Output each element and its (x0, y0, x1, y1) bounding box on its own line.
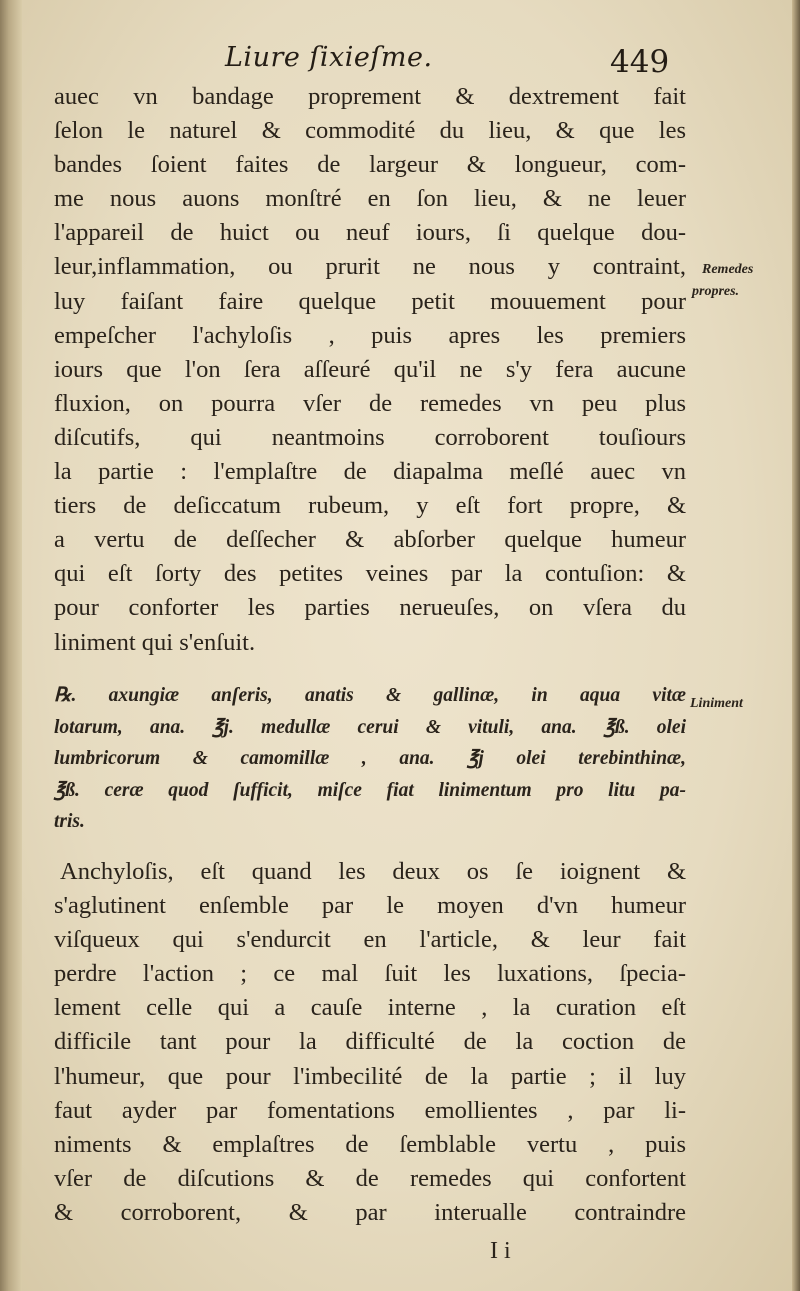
text-line: auec vn bandage proprement & dextrement fait (54, 83, 686, 110)
recipe-line: lotarum, ana. ℥j. medullæ cerui & vituli, ana. ℥ß. olei (54, 716, 686, 738)
text-line: diſcutifs, qui neantmoins corroborent touſiours (54, 423, 686, 451)
text-line: vſer de diſcutions & de remedes qui confortent (54, 1164, 686, 1192)
page-edge (792, 0, 800, 1291)
text-line: Anchyloſis, eſt quand les deux os ſe ioignent & (60, 858, 686, 885)
text-line: lement celle qui a cauſe interne , la curation eſt (54, 994, 686, 1022)
signature-mark: I i (490, 1238, 511, 1264)
margin-note-propres: propres. (692, 284, 740, 299)
text-line: la partie : l'emplaſtre de diapalma meſlé auec vn (54, 458, 686, 486)
paragraph-2 (54, 855, 686, 1230)
recipe-line: ℥ß. ceræ quod ſufficit, miſce fiat linimentum pro litu pa- (54, 779, 686, 801)
margin-note-liniment: Liniment (690, 696, 743, 711)
text-line: pour conforter les parties nerueuſes, on vſera du (54, 594, 686, 622)
page-number: 449 (610, 44, 670, 80)
text-line: difficile tant pour la difficulté de la coction de (54, 1028, 686, 1056)
text-line: bandes ſoient faites de largeur & longueur, com- (54, 151, 686, 179)
text-line: tiers de deſiccatum rubeum, y eſt fort propre, & (54, 492, 686, 520)
text-line: niments & emplaſtres de ſemblable vertu , puis (54, 1130, 686, 1158)
text-line: iours que l'on ſera aſſeuré qu'il ne s'y fera aucune (54, 355, 686, 383)
text-line: a vertu de deſſecher & abſorber quelque humeur (54, 526, 686, 554)
text-line: leur,inflammation, ou prurit ne nous y contraint, (54, 253, 686, 281)
text-line: fluxion, on pourra vſer de remedes vn peu plus (54, 389, 686, 417)
book-spine (0, 0, 22, 1291)
recipe-line: lumbricorum & camomillæ , ana. ℥j olei terebinthinæ, (54, 748, 686, 769)
text-line: perdre l'action ; ce mal ſuit les luxations, ſpecia- (54, 960, 686, 988)
paragraph-1 (54, 80, 686, 660)
text-line: empeſcher l'achyloſis , puis apres les premiers (54, 321, 686, 349)
text-line: ſelon le naturel & commodité du lieu, & que les (54, 117, 686, 145)
running-title: Liure ſixieſme. (225, 42, 433, 73)
text-line: l'appareil de huict ou neuf iours, ſi quelque dou- (54, 219, 686, 247)
text-line: viſqueux qui s'endurcit en l'article, & leur fait (54, 926, 686, 954)
text-line: & corroborent, & par interualle contraindre (54, 1198, 686, 1226)
text-line: me nous auons monſtré en ſon lieu, & ne leuer (54, 185, 686, 213)
recipe-block (54, 680, 686, 838)
margin-note-remedes: Remedes (702, 262, 754, 277)
recipe-line: ℞. axungiæ anſeris, anatis & gallinæ, in aqua vitæ (54, 685, 686, 706)
text-line: l'humeur, que pour l'imbecilité de la partie ; il luy (54, 1062, 686, 1090)
recipe-line: tris. (54, 811, 85, 832)
text-line: qui eſt ſorty des petites veines par la contuſion: & (54, 560, 686, 588)
text-line: luy faiſant faire quelque petit mouuement pour (54, 287, 686, 315)
text-line: s'aglutinent enſemble par le moyen d'vn humeur (54, 892, 686, 920)
text-line: faut ayder par fomentations emollientes , par li- (54, 1096, 686, 1124)
text-line: liniment qui s'enſuit. (54, 628, 256, 656)
